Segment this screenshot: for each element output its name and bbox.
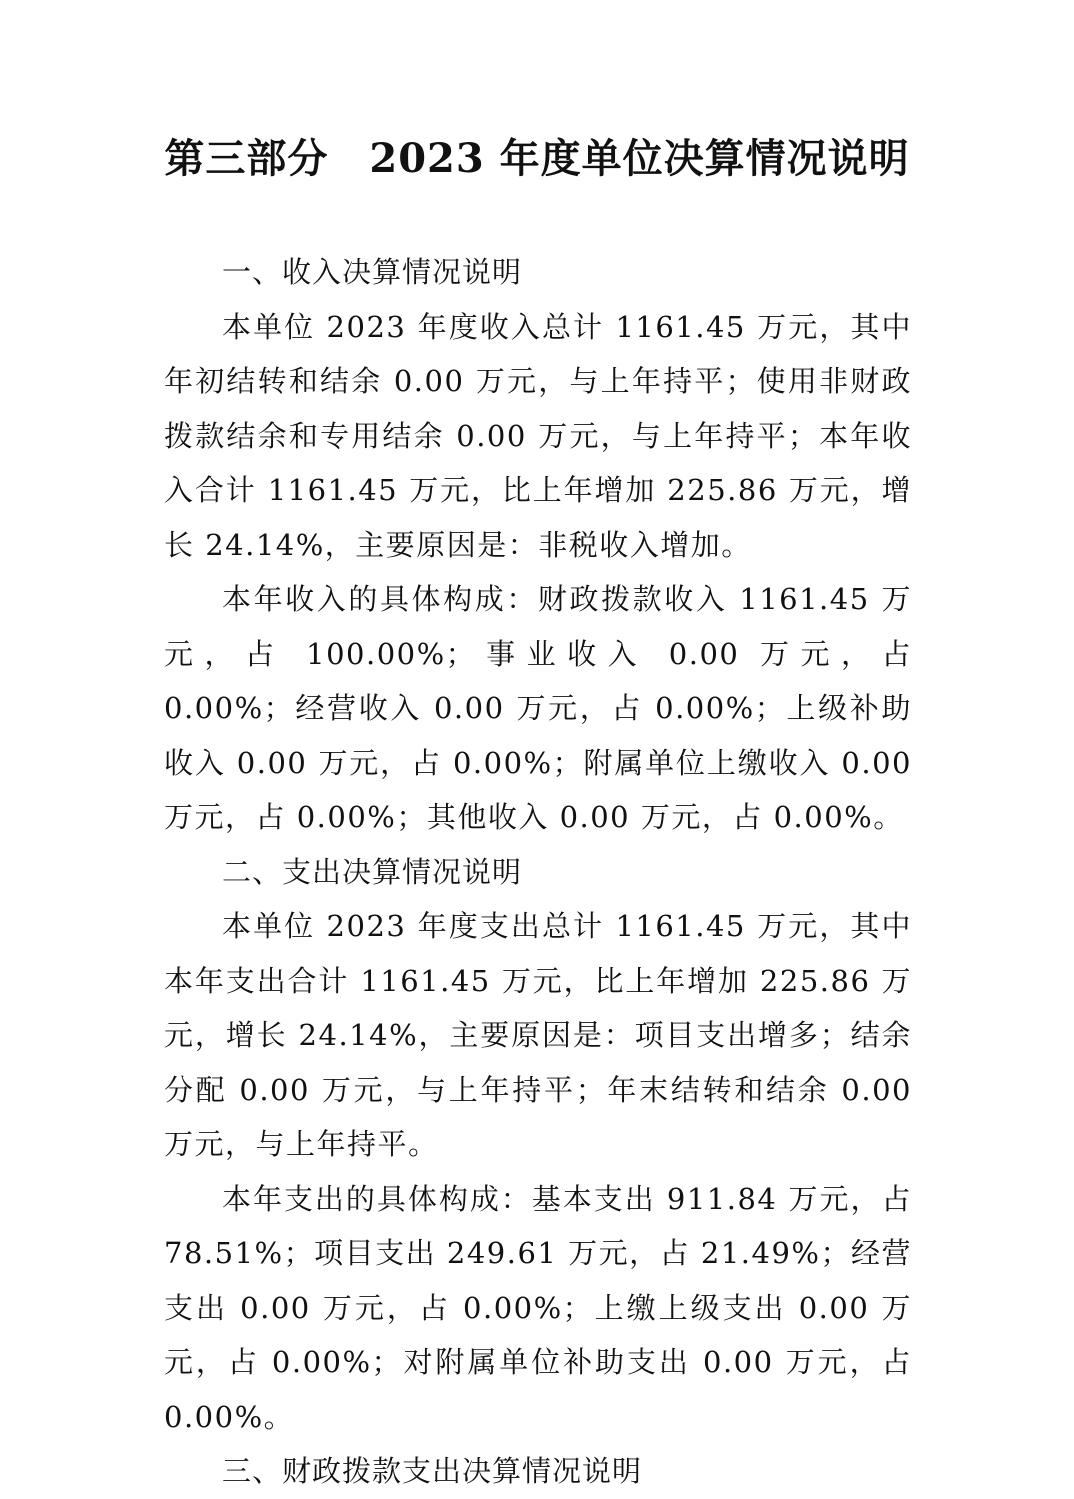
section-heading-income: 一、收入决算情况说明 bbox=[222, 255, 523, 289]
section-heading-fiscal-expenditure: 三、财政拨款支出决算情况说明 bbox=[222, 1454, 643, 1488]
paragraph-expenditure-summary: 本单位 2023 年度支出总计 1161.45 万元，其中本年支出合计 1161.45 万元，比上年增加 225.86 万元，增长 24.14%，主要原因是：项目支出增多；结余分配 0.00 万元，与上年持平；年末结转和结余 0.00 万元，与上年持平。 bbox=[164, 909, 912, 1161]
document-body bbox=[164, 245, 912, 1499]
paragraph-income-summary: 本单位 2023 年度收入总计 1161.45 万元，其中年初结转和结余 0.00 万元，与上年持平；使用非财政拨款结余和专用结余 0.00 万元，与上年持平；本年收入合计 1161.45 万元，比上年增加 225.86 万元，增长 24.14%，主要原因是：非税收入增加。 bbox=[164, 309, 912, 562]
document-title: 第三部分 2023 年度单位决算情况说明 bbox=[164, 135, 910, 182]
paragraph-expenditure-composition: 本年支出的具体构成：基本支出 911.84 万元，占 78.51%；项目支出 249.61 万元，占 21.49%；经营支出 0.00 万元，占 0.00%；上缴上级支出 0.00 万元，占 0.00%；对附属单位补助支出 0.00 万元，占 0.00%。 bbox=[164, 1181, 912, 1434]
paragraph-income-composition: 本年收入的具体构成：财政拨款收入 1161.45 万元，占 100.00%；事业收入 0.00 万元，占 0.00%；经营收入 0.00 万元，占 0.00%；上级补助收入 0.00 万元，占 0.00%；附属单位上缴收入 0.00 万元，占 0.00%；其他收入 0.00 万元，占 0.00%。 bbox=[164, 582, 912, 834]
section-heading-expenditure: 二、支出决算情况说明 bbox=[222, 854, 523, 889]
